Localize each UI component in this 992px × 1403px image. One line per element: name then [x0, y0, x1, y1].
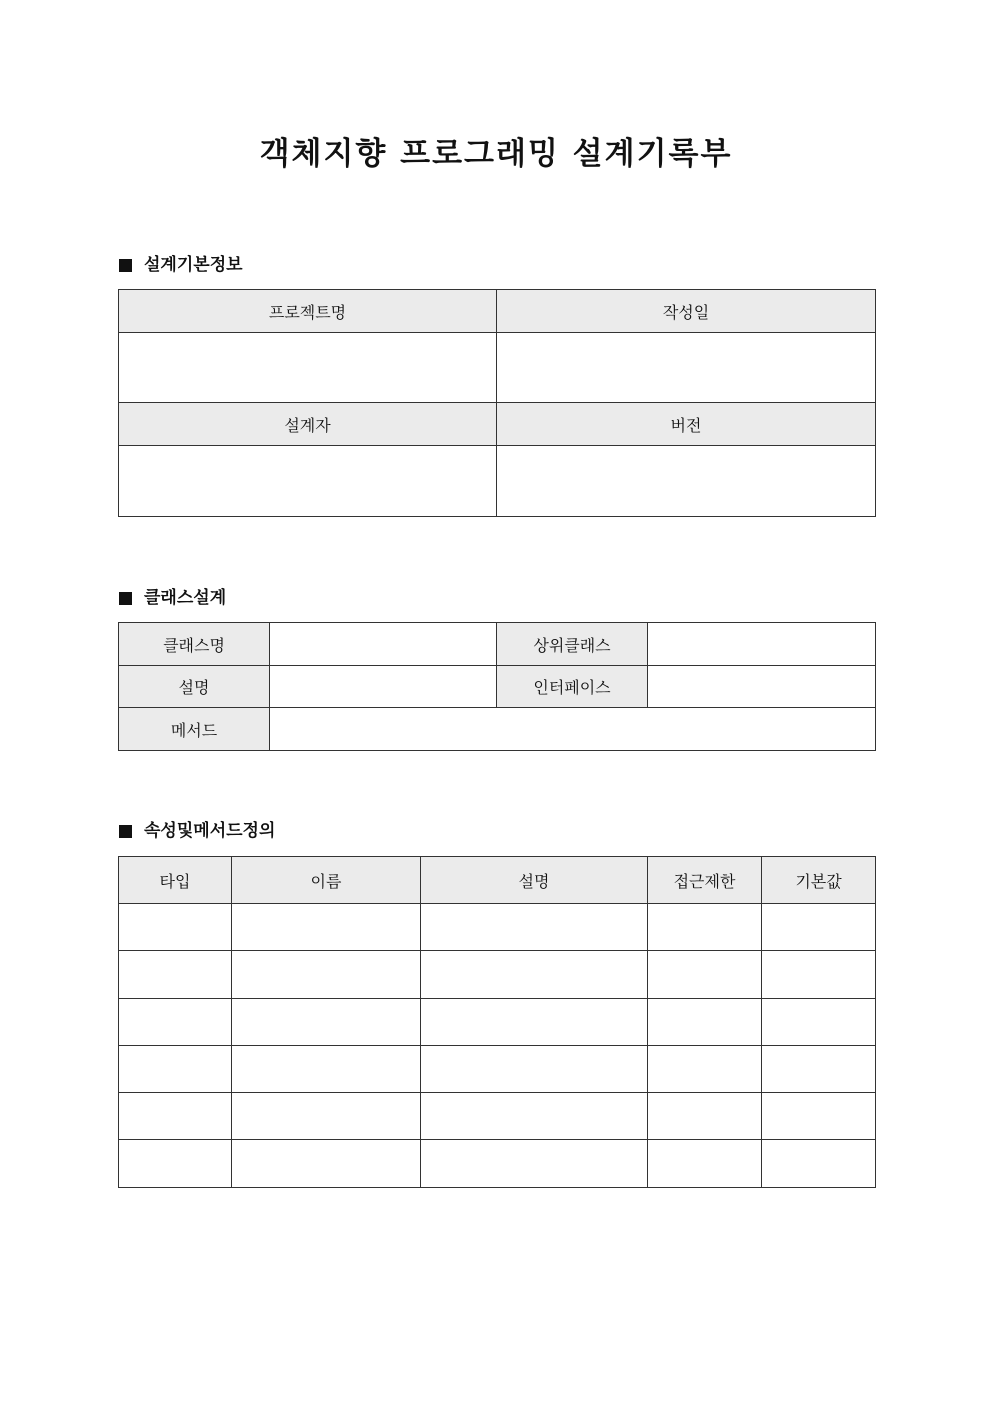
version-label: 버전	[497, 403, 876, 446]
square-bullet-icon	[119, 825, 132, 838]
interface-field[interactable]	[648, 666, 876, 708]
class-design-table	[118, 622, 876, 751]
section-heading-label: 설계기본정보	[144, 255, 243, 275]
table-row	[119, 951, 876, 999]
name-cell[interactable]	[232, 1093, 421, 1140]
project-name-field[interactable]	[119, 333, 497, 403]
access-cell[interactable]	[648, 1093, 762, 1140]
default-cell[interactable]	[762, 1093, 876, 1140]
method-label: 메서드	[119, 708, 270, 751]
table-row	[119, 1140, 876, 1188]
table-row	[119, 1046, 876, 1093]
access-cell[interactable]	[648, 999, 762, 1046]
description-field[interactable]	[270, 666, 497, 708]
table-row	[119, 999, 876, 1046]
basic-info-table	[118, 289, 876, 517]
default-cell[interactable]	[762, 999, 876, 1046]
default-cell[interactable]	[762, 1046, 876, 1093]
name-cell[interactable]	[232, 951, 421, 999]
method-field[interactable]	[270, 708, 876, 751]
section-heading-label: 속성및메서드정의	[144, 821, 276, 841]
super-class-field[interactable]	[648, 623, 876, 666]
access-cell[interactable]	[648, 904, 762, 951]
default-cell[interactable]	[762, 904, 876, 951]
table-row	[119, 904, 876, 951]
class-name-field[interactable]	[270, 623, 497, 666]
section-heading-basic-info	[119, 254, 243, 276]
table-row	[119, 1093, 876, 1140]
super-class-label: 상위클래스	[497, 623, 648, 666]
column-header-default: 기본값	[762, 857, 876, 904]
created-date-field[interactable]	[497, 333, 876, 403]
column-header-access: 접근제한	[648, 857, 762, 904]
access-cell[interactable]	[648, 951, 762, 999]
section-heading-label: 클래스설계	[144, 588, 227, 608]
column-header-name: 이름	[232, 857, 421, 904]
type-cell[interactable]	[119, 1046, 232, 1093]
access-cell[interactable]	[648, 1140, 762, 1188]
attributes-header-row	[119, 857, 876, 904]
created-date-label: 작성일	[497, 290, 876, 333]
type-cell[interactable]	[119, 1140, 232, 1188]
section-heading-class-design	[119, 587, 226, 609]
description-label: 설명	[119, 666, 270, 708]
access-cell[interactable]	[648, 1046, 762, 1093]
type-cell[interactable]	[119, 904, 232, 951]
attributes-table	[118, 856, 876, 1188]
name-cell[interactable]	[232, 999, 421, 1046]
description-cell[interactable]	[421, 1046, 648, 1093]
column-header-type: 타입	[119, 857, 232, 904]
designer-field[interactable]	[119, 446, 497, 517]
description-cell[interactable]	[421, 951, 648, 999]
name-cell[interactable]	[232, 904, 421, 951]
description-cell[interactable]	[421, 904, 648, 951]
default-cell[interactable]	[762, 951, 876, 999]
version-field[interactable]	[497, 446, 876, 517]
type-cell[interactable]	[119, 951, 232, 999]
default-cell[interactable]	[762, 1140, 876, 1188]
square-bullet-icon	[119, 592, 132, 605]
class-name-label: 클래스명	[119, 623, 270, 666]
designer-label: 설계자	[119, 403, 497, 446]
square-bullet-icon	[119, 259, 132, 272]
type-cell[interactable]	[119, 1093, 232, 1140]
column-header-description: 설명	[421, 857, 648, 904]
description-cell[interactable]	[421, 1093, 648, 1140]
interface-label: 인터페이스	[497, 666, 648, 708]
section-heading-attributes	[119, 820, 275, 842]
name-cell[interactable]	[232, 1046, 421, 1093]
document-title: 객체지향 프로그래밍 설계기록부	[259, 136, 733, 172]
type-cell[interactable]	[119, 999, 232, 1046]
project-name-label: 프로젝트명	[119, 290, 497, 333]
description-cell[interactable]	[421, 999, 648, 1046]
name-cell[interactable]	[232, 1140, 421, 1188]
description-cell[interactable]	[421, 1140, 648, 1188]
